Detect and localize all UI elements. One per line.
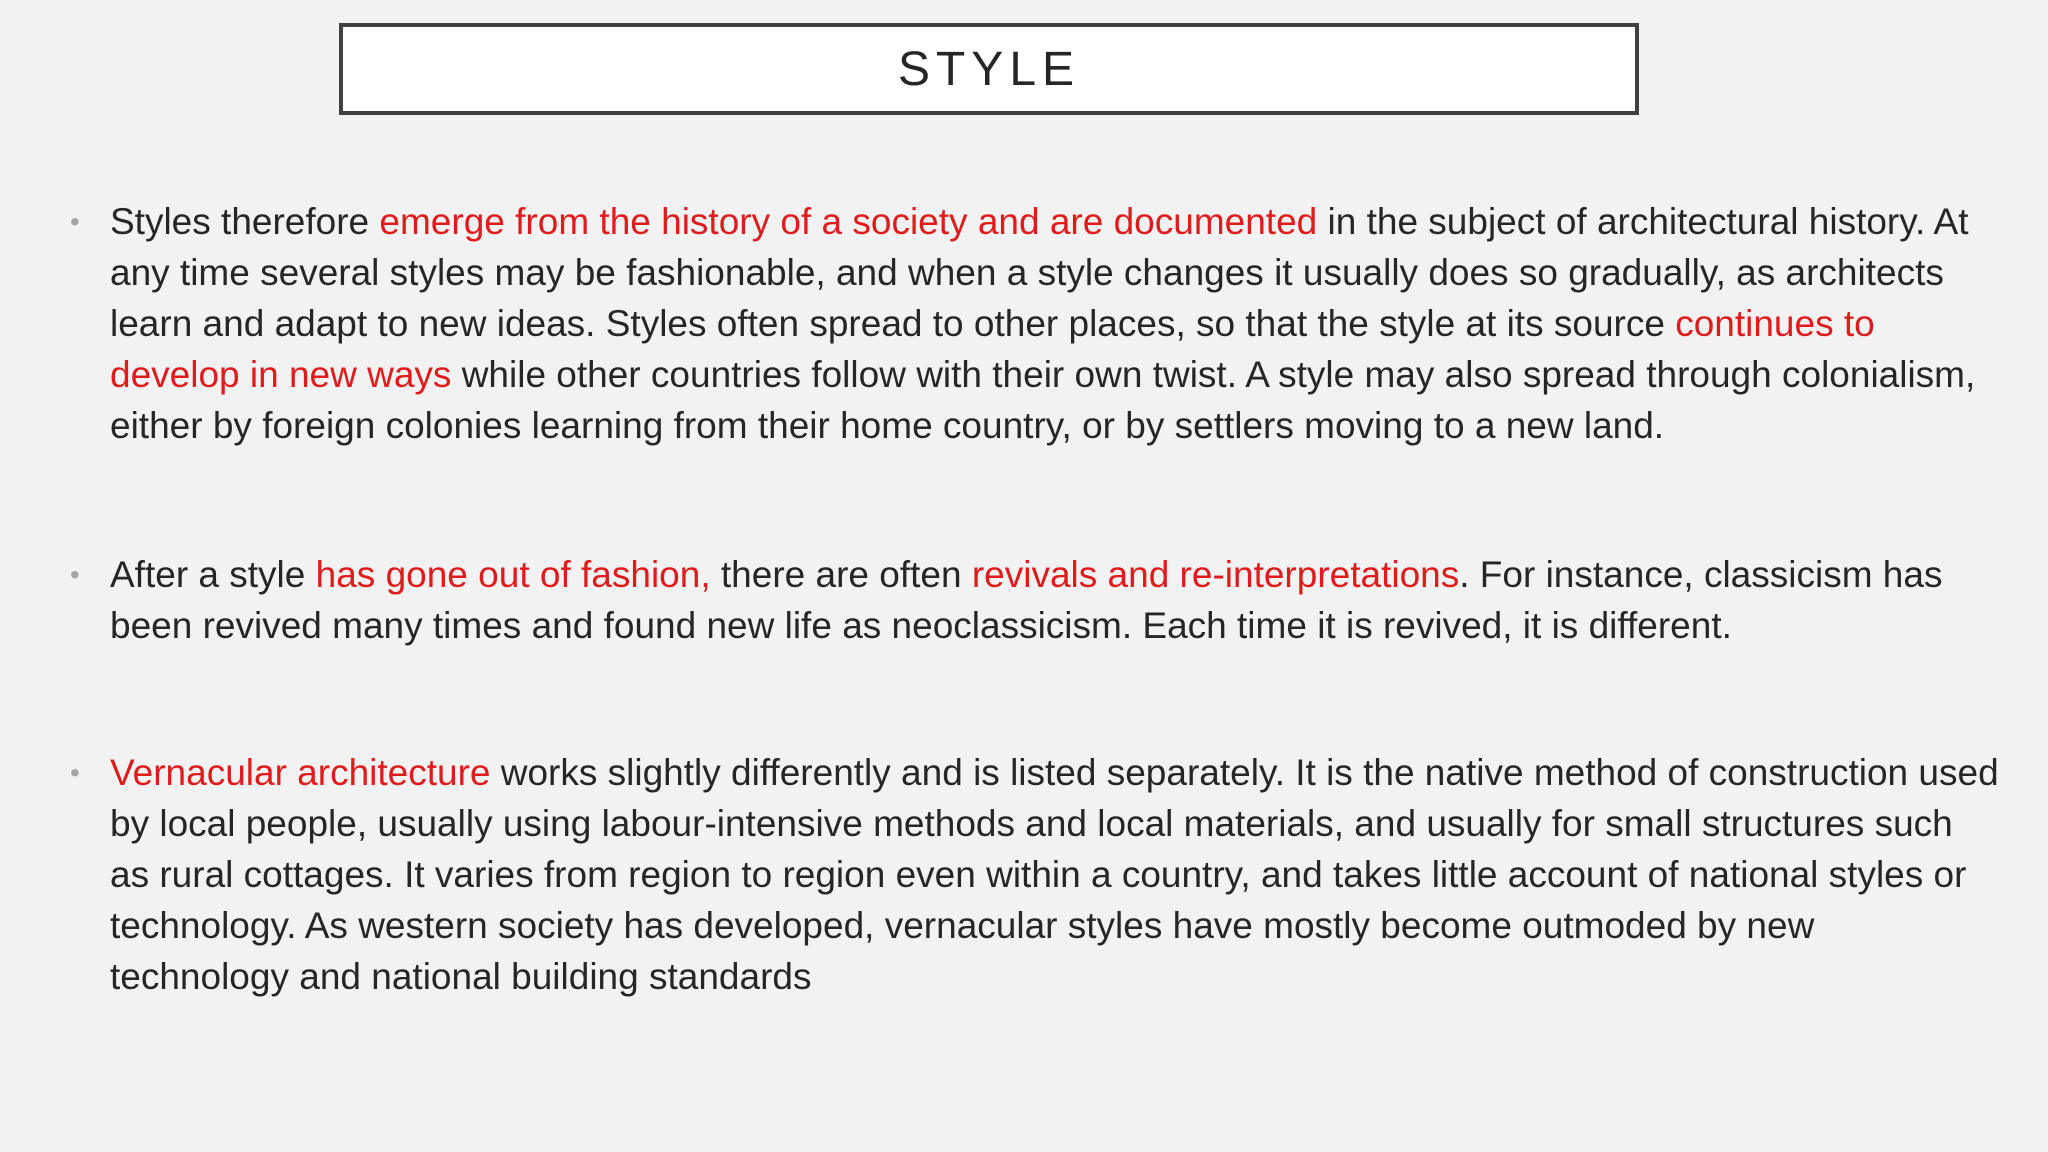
bullet-segment: in the subject of architectural history. At any time several styles may be fashionable, and when a style changes it usually does so gradually, as architects learn and adapt to new ideas. Styles often spread to other places, so that the style at its source: [110, 201, 1969, 344]
slide-title: STYLE: [897, 42, 1081, 96]
bullet-dot-icon: •: [70, 559, 80, 590]
bullet-item: [70, 196, 2000, 451]
highlighted-segment: revivals and re-interpretations: [971, 554, 1460, 595]
highlighted-segment: continues to develop in new ways: [110, 303, 1875, 395]
bullet-text: [110, 747, 2000, 1002]
bullet-segment: After a style: [110, 554, 316, 595]
bullet-segment: there are often: [710, 554, 972, 595]
bullet-list: [70, 196, 2000, 1002]
bullet-dot-icon: •: [70, 757, 80, 788]
bullet-segment: works slightly differently and is listed separately. It is the native method of construction used by local people, usually using labour-intensive methods and local materials, and usually for small structures such as rural cottages. It varies from region to region even within a country, and takes little account of national styles or technology. As western society has developed, vernacular styles have mostly become outmoded by new technology and national building standards: [110, 752, 1999, 997]
highlighted-segment: has gone out of fashion,: [315, 554, 711, 595]
bullet-segment: . For instance, classicism has been revived many times and found new life as neoclassicism. Each time it is revived, it is different.: [110, 554, 1943, 646]
bullet-item: [70, 549, 2000, 651]
bullet-segment: while other countries follow with their own twist. A style may also spread through colonialism, either by foreign colonies learning from their home country, or by settlers moving to a new land.: [110, 354, 1976, 446]
highlighted-segment: Vernacular architecture: [110, 752, 491, 793]
bullet-segment: Styles therefore: [110, 201, 380, 242]
slide-title-box: [339, 23, 1639, 115]
bullet-item: [70, 747, 2000, 1002]
bullet-text: [110, 196, 2000, 451]
bullet-dot-icon: •: [70, 206, 80, 237]
bullet-text: [110, 549, 2000, 651]
highlighted-segment: emerge from the history of a society and are documented: [379, 201, 1318, 242]
